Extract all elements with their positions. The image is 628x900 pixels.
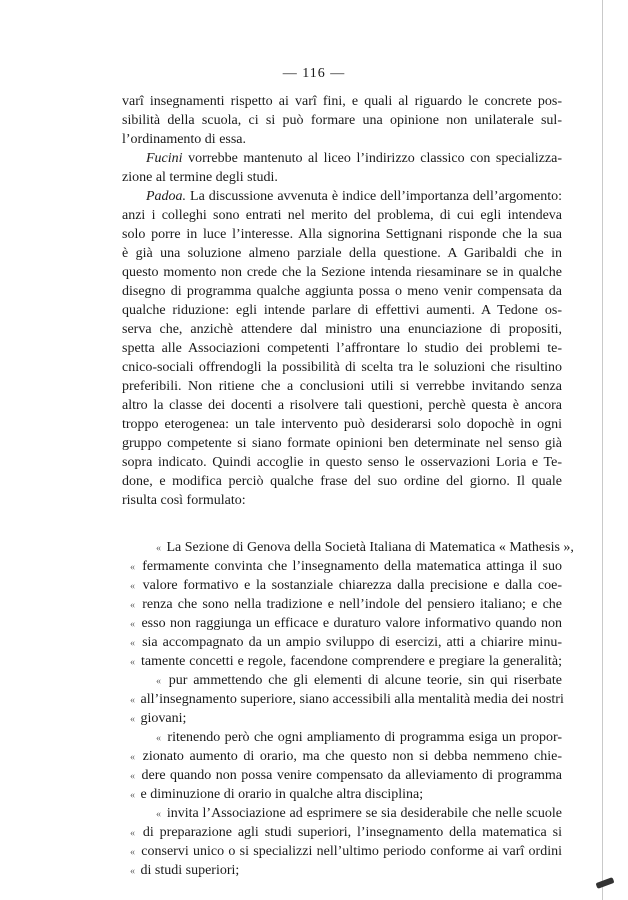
quote-line <box>122 804 562 823</box>
text-line: done, e modifica perciò qualche frase del suo ordine del giorno. Il quale <box>122 474 562 489</box>
quote-line <box>122 842 562 861</box>
text-line: troppo eterogenea: un tale intervento può desiderarsi solo dopochè in ogni <box>122 417 562 432</box>
quote-line <box>122 538 574 557</box>
quote-line <box>122 614 562 633</box>
text-line <box>122 149 562 168</box>
quote-mark: « <box>156 733 161 744</box>
page-number: — 116 — <box>282 66 346 81</box>
quote-line <box>122 766 562 785</box>
text-span: ritenendo però che ogni ampliamento di programma esiga un propor- <box>167 730 563 745</box>
text-span: vorrebbe mantenuto al liceo l’indirizzo classico con specializza- <box>182 151 562 166</box>
quote-mark: « <box>130 562 135 573</box>
page-edge-line <box>602 0 603 900</box>
quote-mark: « <box>130 847 135 858</box>
text-line: altro la classe dei docenti a risolvere tali questioni, perchè questa è ancora <box>122 398 562 413</box>
quote-mark: « <box>130 771 135 782</box>
quote-mark: « <box>156 676 161 687</box>
text-span: di preparazione agli studi superiori, l’insegnamento della matematica si <box>142 825 562 840</box>
quote-line <box>122 652 562 671</box>
text-span: conservi unico o si specializzi nell’ultimo periodo conforme ai varî ordini <box>141 844 563 859</box>
text-line <box>122 187 562 206</box>
text-line: serva che, anzichè attendere dal ministro una enunciazione di propositi, <box>122 322 562 337</box>
quote-line <box>122 709 562 728</box>
quote-mark: « <box>130 638 135 649</box>
text-span: dere quando non possa venire compensato da alleviamento di programma <box>141 768 563 783</box>
text-span: La discussione avvenuta è indice dell’importanza dell’argomento: <box>186 189 562 204</box>
text-line: solo porre in luce l’interesse. Alla signorina Settignani risponde che la sua <box>122 227 562 242</box>
ink-smudge <box>596 877 615 889</box>
text-line: qualche riduzione: egli intende parlare di effettivi aumenti. A Tedone os- <box>122 303 562 318</box>
text-line: questo momento non crede che la Sezione intenda riesaminare se in qualche <box>122 265 562 280</box>
text-span: invita l’Associazione ad esprimere se sia desiderabile che nelle scuole <box>166 806 562 821</box>
text-span: La Sezione di Genova della Società Italiana di Matematica « Mathesis », <box>166 540 574 555</box>
page-body <box>122 92 574 880</box>
quote-line <box>122 747 562 766</box>
text-line: zione al termine degli studi. <box>122 170 278 185</box>
text-line: disegno di programma qualche aggiunta possa o meno venir compensata da <box>122 284 562 299</box>
text-span: giovani; <box>140 711 187 726</box>
quote-line <box>122 595 562 614</box>
text-line: è già una soluzione almeno parziale della questione. A Garibaldi che in <box>122 246 562 261</box>
text-span: valore formativo e la sostanziale chiarezza dalla precisione e dalla coe- <box>142 578 562 593</box>
text-span: all’insegnamento superiore, siano accessibili alla mentalità media dei nostri <box>140 692 564 707</box>
text-line: sopra indicato. Quindi accoglie in questo senso le osservazioni Loria e Te- <box>122 455 562 470</box>
text-line: l’ordinamento di essa. <box>122 132 247 147</box>
text-span: tamente concetti e regole, facendone comprendere e pregiare la generalità; <box>140 654 562 669</box>
quote-mark: « <box>130 866 135 877</box>
quote-line <box>122 728 562 747</box>
text-span: renza che sono nella tradizione e nell’indole del pensiero italiano; e che <box>142 597 562 612</box>
quote-line <box>122 557 562 576</box>
quote-line <box>122 576 562 595</box>
text-line: preferibili. Non ritiene che a conclusioni utili si verrebbe invitando senza <box>122 379 562 394</box>
text-line: risulta così formulato: <box>122 493 246 508</box>
quote-mark: « <box>130 619 135 630</box>
quote-line <box>122 861 562 880</box>
text-line: cnico-sociali offrendogli la possibilità di scelta tra le soluzioni che risultino <box>122 360 562 375</box>
quote-line <box>122 690 562 709</box>
text-line: sibilità della scuola, ci si può formare una opinione non unilaterale sul- <box>122 113 562 128</box>
text-line: spetta alle Associazioni competenti l’affrontare lo studio dei problemi te- <box>122 341 562 356</box>
paragraph-gap <box>122 510 562 538</box>
text-span: di studi superiori; <box>140 863 240 878</box>
quote-line <box>122 785 562 804</box>
text-span: pur ammettendo che gli elementi di alcune teorie, sin qui riserbate <box>168 673 563 688</box>
speaker-name: Padoa. <box>146 189 187 204</box>
text-span: zionato aumento di orario, ma che questo non si debba nemmeno chie- <box>142 749 562 764</box>
text-span: sia accompagnato da un ampio sviluppo di esercizi, atti a chiarire minu- <box>142 635 562 650</box>
text-line: gruppo competente si siano formate opinioni ben determinate nel senso già <box>122 436 562 451</box>
quote-mark: « <box>130 600 135 611</box>
quote-mark: « <box>156 543 161 554</box>
quote-mark: « <box>130 581 135 592</box>
text-line: varî insegnamenti rispetto ai varî fini, e quali al riguardo le concrete pos- <box>122 94 562 109</box>
quote-mark: « <box>130 790 135 801</box>
quote-mark: « <box>130 828 135 839</box>
quote-mark: « <box>130 714 135 725</box>
speaker-name: Fucini <box>146 151 183 166</box>
quote-mark: « <box>156 809 161 820</box>
text-span: esso non raggiunga un efficace e duraturo valore informativo quando non <box>141 616 562 631</box>
text-span: fermamente convinta che l’insegnamento della matematica attinga il suo <box>142 559 563 574</box>
quote-line <box>122 633 562 652</box>
quote-line <box>122 671 562 690</box>
text-line: anzi i colleghi sono entrati nel merito del problema, di cui egli intendeva <box>122 208 562 223</box>
quote-mark: « <box>130 657 135 668</box>
text-span: e diminuzione di orario in qualche altra disciplina; <box>140 787 424 802</box>
quote-mark: « <box>130 695 135 706</box>
quote-mark: « <box>130 752 135 763</box>
quote-line <box>122 823 562 842</box>
